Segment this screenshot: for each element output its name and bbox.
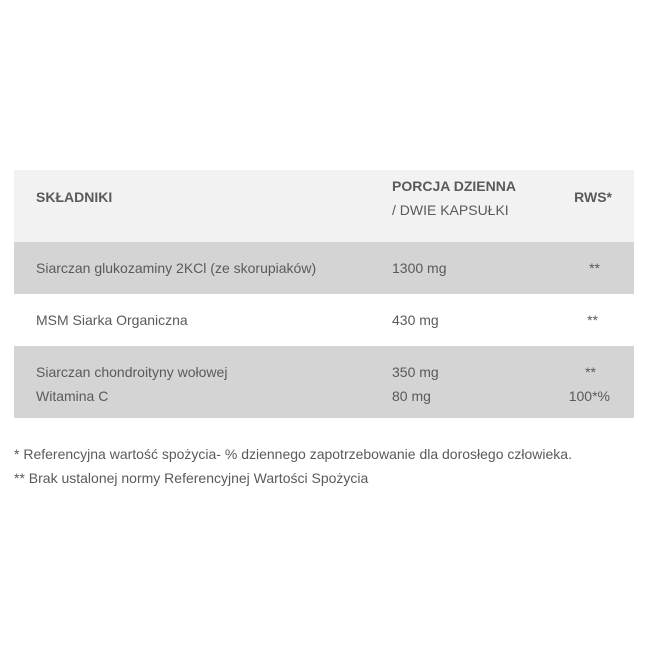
header-rws: RWS* (574, 189, 612, 205)
header-dose-sub: / DWIE KAPSUŁKI (392, 202, 509, 218)
ingredient-dose: 350 mg (392, 364, 439, 380)
header-dose: PORCJA DZIENNA (392, 178, 516, 194)
table-header-row (14, 170, 634, 242)
footnotes (14, 442, 639, 490)
header-ingredients: SKŁADNIKI (36, 189, 113, 205)
table-row (14, 346, 634, 418)
ingredient-dose: 1300 mg (392, 260, 447, 276)
footnote-rws: * Referencyjna wartość spożycia- % dziennego zapotrzebowanie dla dorosłego człowieka. (14, 446, 572, 462)
ingredient-name: Witamina C (36, 388, 109, 404)
ingredient-rws: 100*% (568, 388, 610, 404)
ingredient-name: Siarczan glukozaminy 2KCl (ze skorupiaków) (36, 260, 317, 276)
ingredient-rws: ** (587, 312, 598, 328)
ingredient-name: MSM Siarka Organiczna (36, 312, 188, 328)
ingredient-name: Siarczan chondroityny wołowej (36, 364, 228, 380)
table-row (14, 242, 634, 294)
footnote-no-norm: ** Brak ustalonej normy Referencyjnej Wartości Spożycia (14, 470, 369, 486)
table-row (14, 294, 634, 346)
nutrition-table (14, 170, 634, 418)
ingredient-dose: 430 mg (392, 312, 439, 328)
ingredient-rws: ** (585, 364, 596, 380)
ingredient-dose: 80 mg (392, 388, 431, 404)
ingredient-rws: ** (589, 260, 600, 276)
